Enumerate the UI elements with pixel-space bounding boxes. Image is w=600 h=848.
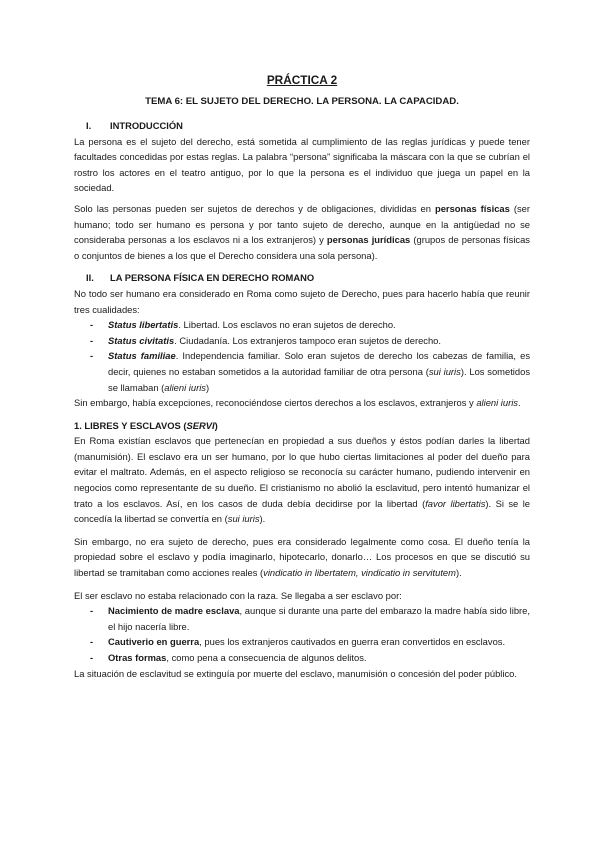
bold-term: personas jurídicas	[326, 234, 411, 246]
paragraph: Sin embargo, no era sujeto de derecho, pues era considerado legalmente como cosa. El dueño tenía la propiedad sobre el esclavo y podía imaginarlo, hipotecarlo, donarlo… Los procesos en que se discutió su libertad se tramitaban como acciones reales (vindicatio in libertatem, vindicatio in servitutem).	[74, 535, 530, 579]
list-item: - Status familiae. Independencia familiar. Solo eran sujetos de derecho los cabezas de familia, es decir, quienes no estaban sometidos a la autoridad familiar de otra persona (sui iuris). Los sometidos se llamaban (alieni iuris)	[90, 350, 531, 393]
list-item: - Nacimiento de madre esclava, aunque si durante una parte del embarazo la madre había sido libre, el hijo nacería libre.	[90, 605, 530, 632]
paragraph: El ser esclavo no estaba relacionado con la raza. Se llegaba a ser esclavo por:	[74, 589, 402, 601]
paragraph: La situación de esclavitud se extinguía por muerte del esclavo, manumisión o concesión del poder público.	[74, 667, 517, 679]
term: Nacimiento de madre esclava	[108, 605, 240, 617]
page-subtitle: TEMA 6: EL SUJETO DEL DERECHO. LA PERSONA. LA CAPACIDAD.	[145, 96, 459, 107]
section-title: INTRODUCCIÓN	[110, 120, 183, 131]
section-number: II.	[86, 272, 94, 284]
section-heading-persona-fisica	[74, 270, 530, 286]
esclavitud-causes-list	[74, 603, 530, 665]
subsection-heading-libres-esclavos: 1. LIBRES Y ESCLAVOS (SERVI)	[74, 419, 218, 431]
term: Otras formas	[108, 652, 167, 663]
list-item: - Status libertatis. Libertad. Los esclavos no eran sujetos de derecho.	[90, 319, 396, 331]
paragraph: No todo ser humano era considerado en Roma como sujeto de Derecho, pues para hacerlo había que reunir tres cualidades:	[74, 287, 530, 315]
list-item: - Otras formas, como pena a consecuencia de algunos delitos.	[90, 652, 367, 663]
status-list	[74, 317, 530, 395]
paragraph: Sin embargo, había excepciones, reconociéndose ciertos derechos a los esclavos, extranjeros y alieni iuris.	[74, 397, 521, 409]
bold-term: personas físicas	[434, 202, 510, 214]
list-item: - Cautiverio en guerra, pues los extranjeros cautivados en guerra eran convertidos en esclavos.	[90, 636, 506, 648]
list-item: - Status civitatis. Ciudadanía. Los extranjeros tampoco eran sujetos de derecho.	[90, 334, 442, 346]
paragraph: En Roma existían esclavos que pertenecían en propiedad a sus dueños y éstos podían darles la libertad (manumisión). El esclavo era un ser humano, por lo que hubo ciertas limitaciones al poder del dueño para evitar el maltrato. Además, en el aspecto religioso se reconocía su carácter humano, pudiendo intervenir en negocios como representante de su dueño. El cristianismo no abolió la esclavitud, pero intentó humanizar el trato a los esclavos. Así, en los casos de duda debía decidirse por la libertad (favor libertatis). Si se le concedía la libertad se convertía en (sui iuris).	[74, 435, 530, 525]
section-number: I.	[86, 120, 92, 131]
term: Status libertatis	[108, 319, 179, 331]
paragraph: Solo las personas pueden ser sujetos de derechos y de obligaciones, divididas en personas físicas (ser humano; todo ser humano es persona y por tanto sujeto de derecho, aunque en la antigüedad no se consideraba personas a los esclavos ni a los extranjeros) y personas jurídicas (grupos de personas físicas o conjuntos de bienes a los que el Derecho considera una sola persona).	[74, 202, 530, 261]
document-body	[74, 72, 530, 681]
term: Cautiverio en guerra	[108, 636, 200, 648]
section-title: LA PERSONA FÍSICA EN DERECHO ROMANO	[110, 272, 315, 284]
term: Status civitatis	[108, 334, 175, 346]
section-heading-introduccion	[74, 118, 530, 134]
paragraph: La persona es el sujeto del derecho, está sometida al cumplimiento de las reglas jurídicas y puede tener facultades concedidas por estas reglas. La palabra “persona” significaba la máscara con la que se cubrían el rostro los actores en el teatro antiguo, por lo que la persona es el individuo que juega un papel en la sociedad.	[74, 135, 530, 194]
term: Status familiae	[108, 350, 176, 362]
page-title: PRÁCTICA 2	[266, 73, 338, 87]
